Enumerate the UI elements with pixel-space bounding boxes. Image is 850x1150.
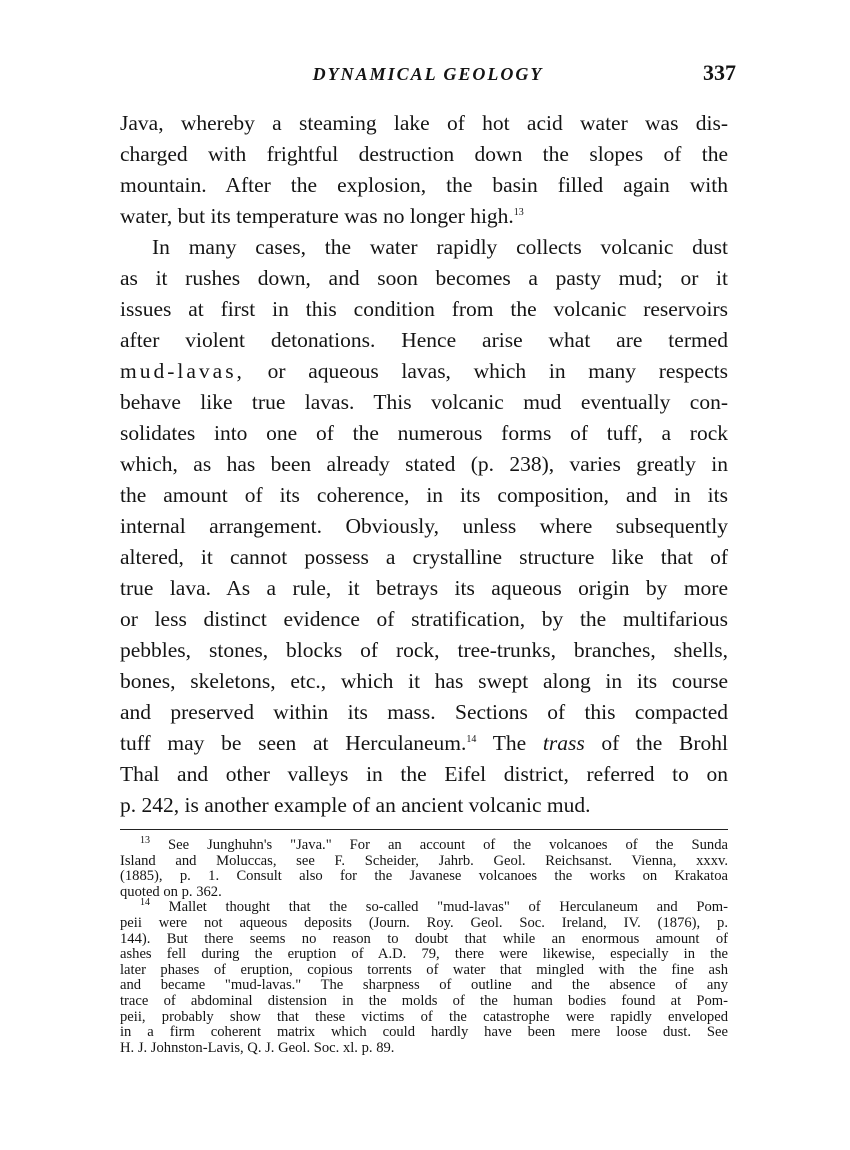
footnote-divider: [120, 829, 728, 830]
footnotes: [120, 835, 728, 1056]
text-line: solidates into one of the numerous forms of tuff, a rock: [120, 421, 728, 445]
text-line: the amount of its coherence, in its composition, and in its: [120, 483, 728, 507]
body-text: [120, 108, 728, 821]
footnote-line: later phases of eruption, copious torrents of water that mingled with the fine ash: [120, 961, 728, 978]
text-line: bones, skeletons, etc., which it has swept along in its course: [120, 669, 728, 693]
text-segment: See Junghuhn's "Java." For an account of the volcanoes of the Sunda: [150, 837, 728, 853]
text-segment: tuff may be seen at Herculaneum.: [120, 731, 467, 755]
footnote-line: Island and Moluccas, see F. Scheider, Jahrb. Geol. Reichsanst. Vienna, xxxv.: [120, 852, 728, 869]
text-line: internal arrangement. Obviously, unless where subsequently: [120, 514, 728, 538]
text-line: as it rushes down, and soon becomes a pasty mud; or it: [120, 266, 728, 290]
running-head: [120, 60, 736, 96]
footnote-ref-13: 13: [513, 206, 524, 218]
text-line: which, as has been already stated (p. 238), varies greatly in: [120, 452, 728, 476]
footnote-line: [120, 835, 728, 854]
text-line: behave like true lavas. This volcanic mud eventually con-: [120, 390, 728, 414]
text-line: [120, 728, 728, 759]
footnote-line: trace of abdominal distension in the molds of the human bodies found at Pom-: [120, 992, 728, 1009]
running-title: DYNAMICAL GEOLOGY: [312, 64, 544, 84]
text-line: Thal and other valleys in the Eifel district, referred to on: [120, 762, 728, 786]
text-line: or less distinct evidence of stratification, by the multifarious: [120, 607, 728, 631]
footnote-line: 144). But there seems no reason to doubt that while an enormous amount of: [120, 930, 728, 947]
text-line: mountain. After the explosion, the basin filled again with: [120, 173, 728, 197]
text-line: true lava. As a rule, it betrays its aqueous origin by more: [120, 576, 728, 600]
text-line: p. 242, is another example of an ancient volcanic mud.: [120, 793, 591, 817]
text-line: pebbles, stones, blocks of rock, tree-trunks, branches, shells,: [120, 638, 728, 662]
text-line: [120, 356, 728, 387]
paragraph-start-line: In many cases, the water rapidly collects volcanic dust: [152, 235, 728, 259]
page-number: 337: [703, 60, 736, 85]
text-segment: Mallet thought that the so-called "mud-lavas" of Herculaneum and Pom-: [150, 899, 728, 916]
text-line: charged with frightful destruction down the slopes of the: [120, 142, 728, 166]
footnote-mark-13: 13: [140, 835, 150, 847]
text-line: and preserved within its mass. Sections of this compacted: [120, 700, 728, 724]
footnote-line: peii, probably show that these victims of the catastrophe were rapidly enveloped: [120, 1008, 728, 1025]
footnote-line: ashes fell during the eruption of A.D. 79, there were likewise, especially in the: [120, 946, 728, 963]
footnote-line: quoted on p. 362.: [120, 883, 222, 900]
text-line: [120, 201, 728, 232]
footnote-ref-14: 14: [466, 733, 477, 745]
footnote-line: [120, 897, 728, 916]
term-trass: trass: [542, 731, 585, 755]
term-mud-lavas: mud-lavas,: [120, 359, 245, 383]
text-segment: of the Brohl: [584, 731, 728, 755]
footnote-line: H. J. Johnston-Lavis, Q. J. Geol. Soc. xl. p. 89.: [120, 1039, 395, 1056]
text-line: Java, whereby a steaming lake of hot acid water was dis-: [120, 111, 728, 135]
text-line: altered, it cannot possess a crystalline structure like that of: [120, 545, 728, 569]
footnote-line: peii were not aqueous deposits (Journ. Roy. Geol. Soc. Ireland, IV. (1876), p.: [120, 914, 728, 931]
text-line: after violent detonations. Hence arise what are termed: [120, 328, 728, 352]
footnote-line: (1885), p. 1. Consult also for the Javanese volcanoes the works on Krakatoa: [120, 868, 728, 885]
footnote-line: and became "mud-lavas." The sharpness of outline and the absence of any: [120, 977, 728, 994]
text-segment: water, but its temperature was no longer high.: [120, 204, 514, 228]
text-segment: or aqueous lavas, which in many respects: [244, 359, 728, 383]
text-segment: The: [476, 731, 543, 755]
footnote-line: in a firm coherent matrix which could hardly have been mere loose dust. See: [120, 1024, 728, 1041]
footnote-mark-14: 14: [140, 897, 150, 909]
text-line: issues at first in this condition from the volcanic reservoirs: [120, 297, 728, 321]
